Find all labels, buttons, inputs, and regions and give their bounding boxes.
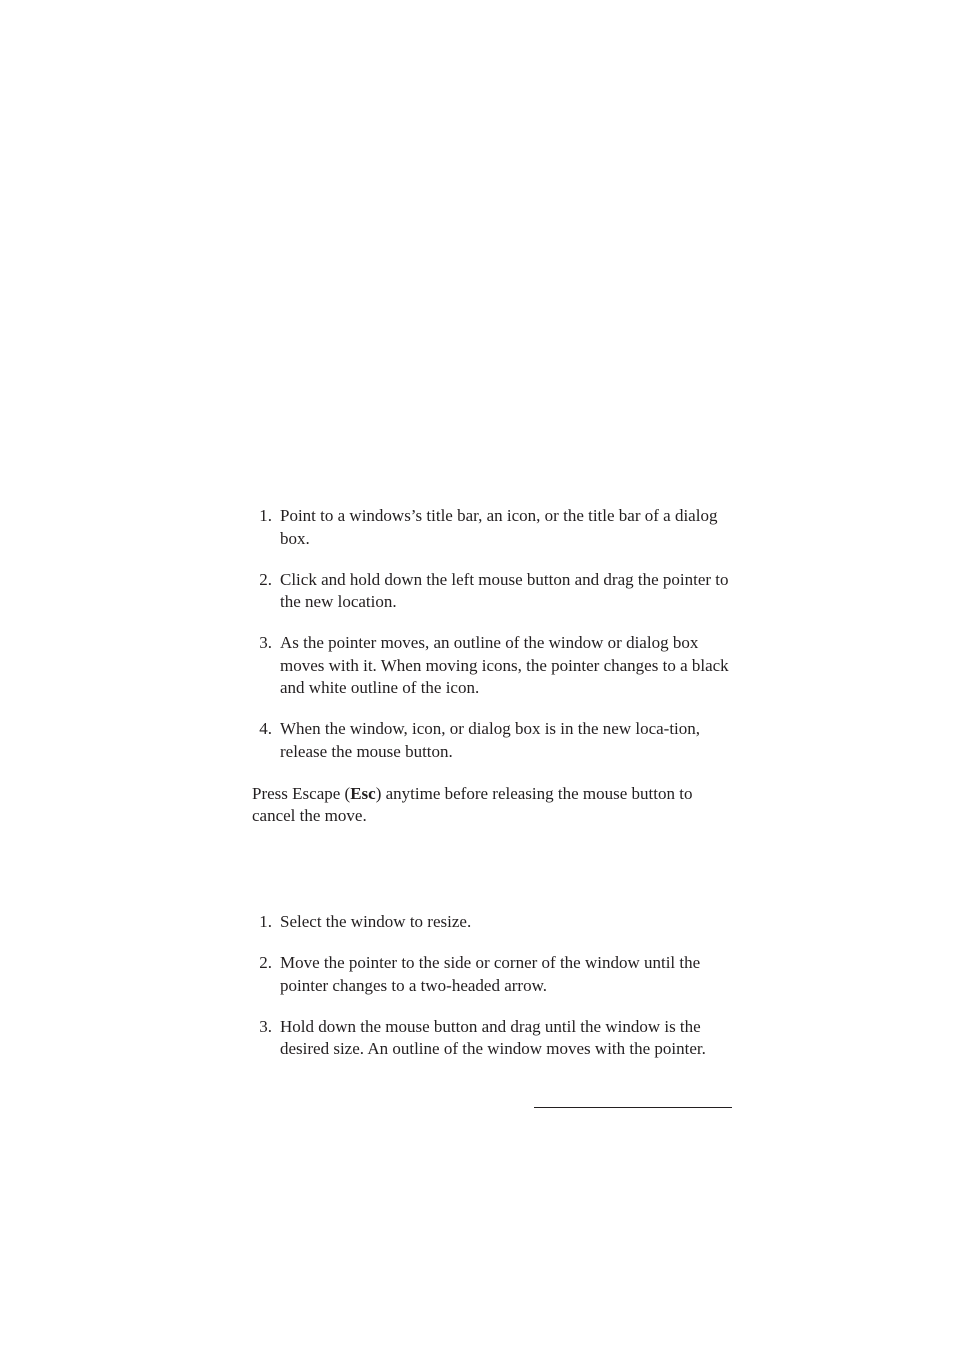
footer-rule (534, 1107, 732, 1108)
step-text: Point to a windows’s title bar, an icon, or the title bar of a dialog box. (280, 506, 718, 548)
step-number: 1. (259, 506, 272, 525)
step-text: Move the pointer to the side or corner of the window until the pointer changes to a two-headed arrow. (280, 953, 701, 995)
step-text: Hold down the mouse button and drag until the window is the desired size. An outline of the window moves with the pointer. (280, 1016, 706, 1058)
step-text: As the pointer moves, an outline of the window or dialog box moves with it. When moving icons, the pointer changes to a black and white outline of the icon. (280, 633, 729, 697)
list-item (252, 952, 732, 997)
step-number: 4. (259, 719, 272, 738)
step-number: 1. (259, 912, 272, 931)
list-item (252, 505, 732, 550)
note-text-before: Press Escape ( (252, 784, 351, 803)
list-item (252, 569, 732, 614)
list-item (252, 1016, 732, 1061)
step-number: 2. (259, 569, 272, 589)
step-number: 2. (259, 953, 272, 972)
step-number: 3. (259, 1016, 272, 1036)
step-number: 3. (259, 633, 272, 652)
move-steps-list (252, 505, 732, 782)
list-item (252, 911, 732, 934)
step-text: Select the window to resize. (280, 912, 472, 931)
note-text-after: ) anytime before releasing the mouse button to cancel the move. (252, 784, 693, 825)
list-item (252, 632, 732, 700)
step-text: Click and hold down the left mouse button and drag the pointer to the new location. (280, 569, 729, 611)
step-text: When the window, icon, or dialog box is in the new loca-tion, release the mouse button. (280, 719, 701, 761)
escape-key-label: Esc (350, 784, 376, 803)
cancel-move-note (252, 783, 732, 826)
list-item (252, 718, 732, 763)
resize-steps-list (252, 911, 732, 1079)
